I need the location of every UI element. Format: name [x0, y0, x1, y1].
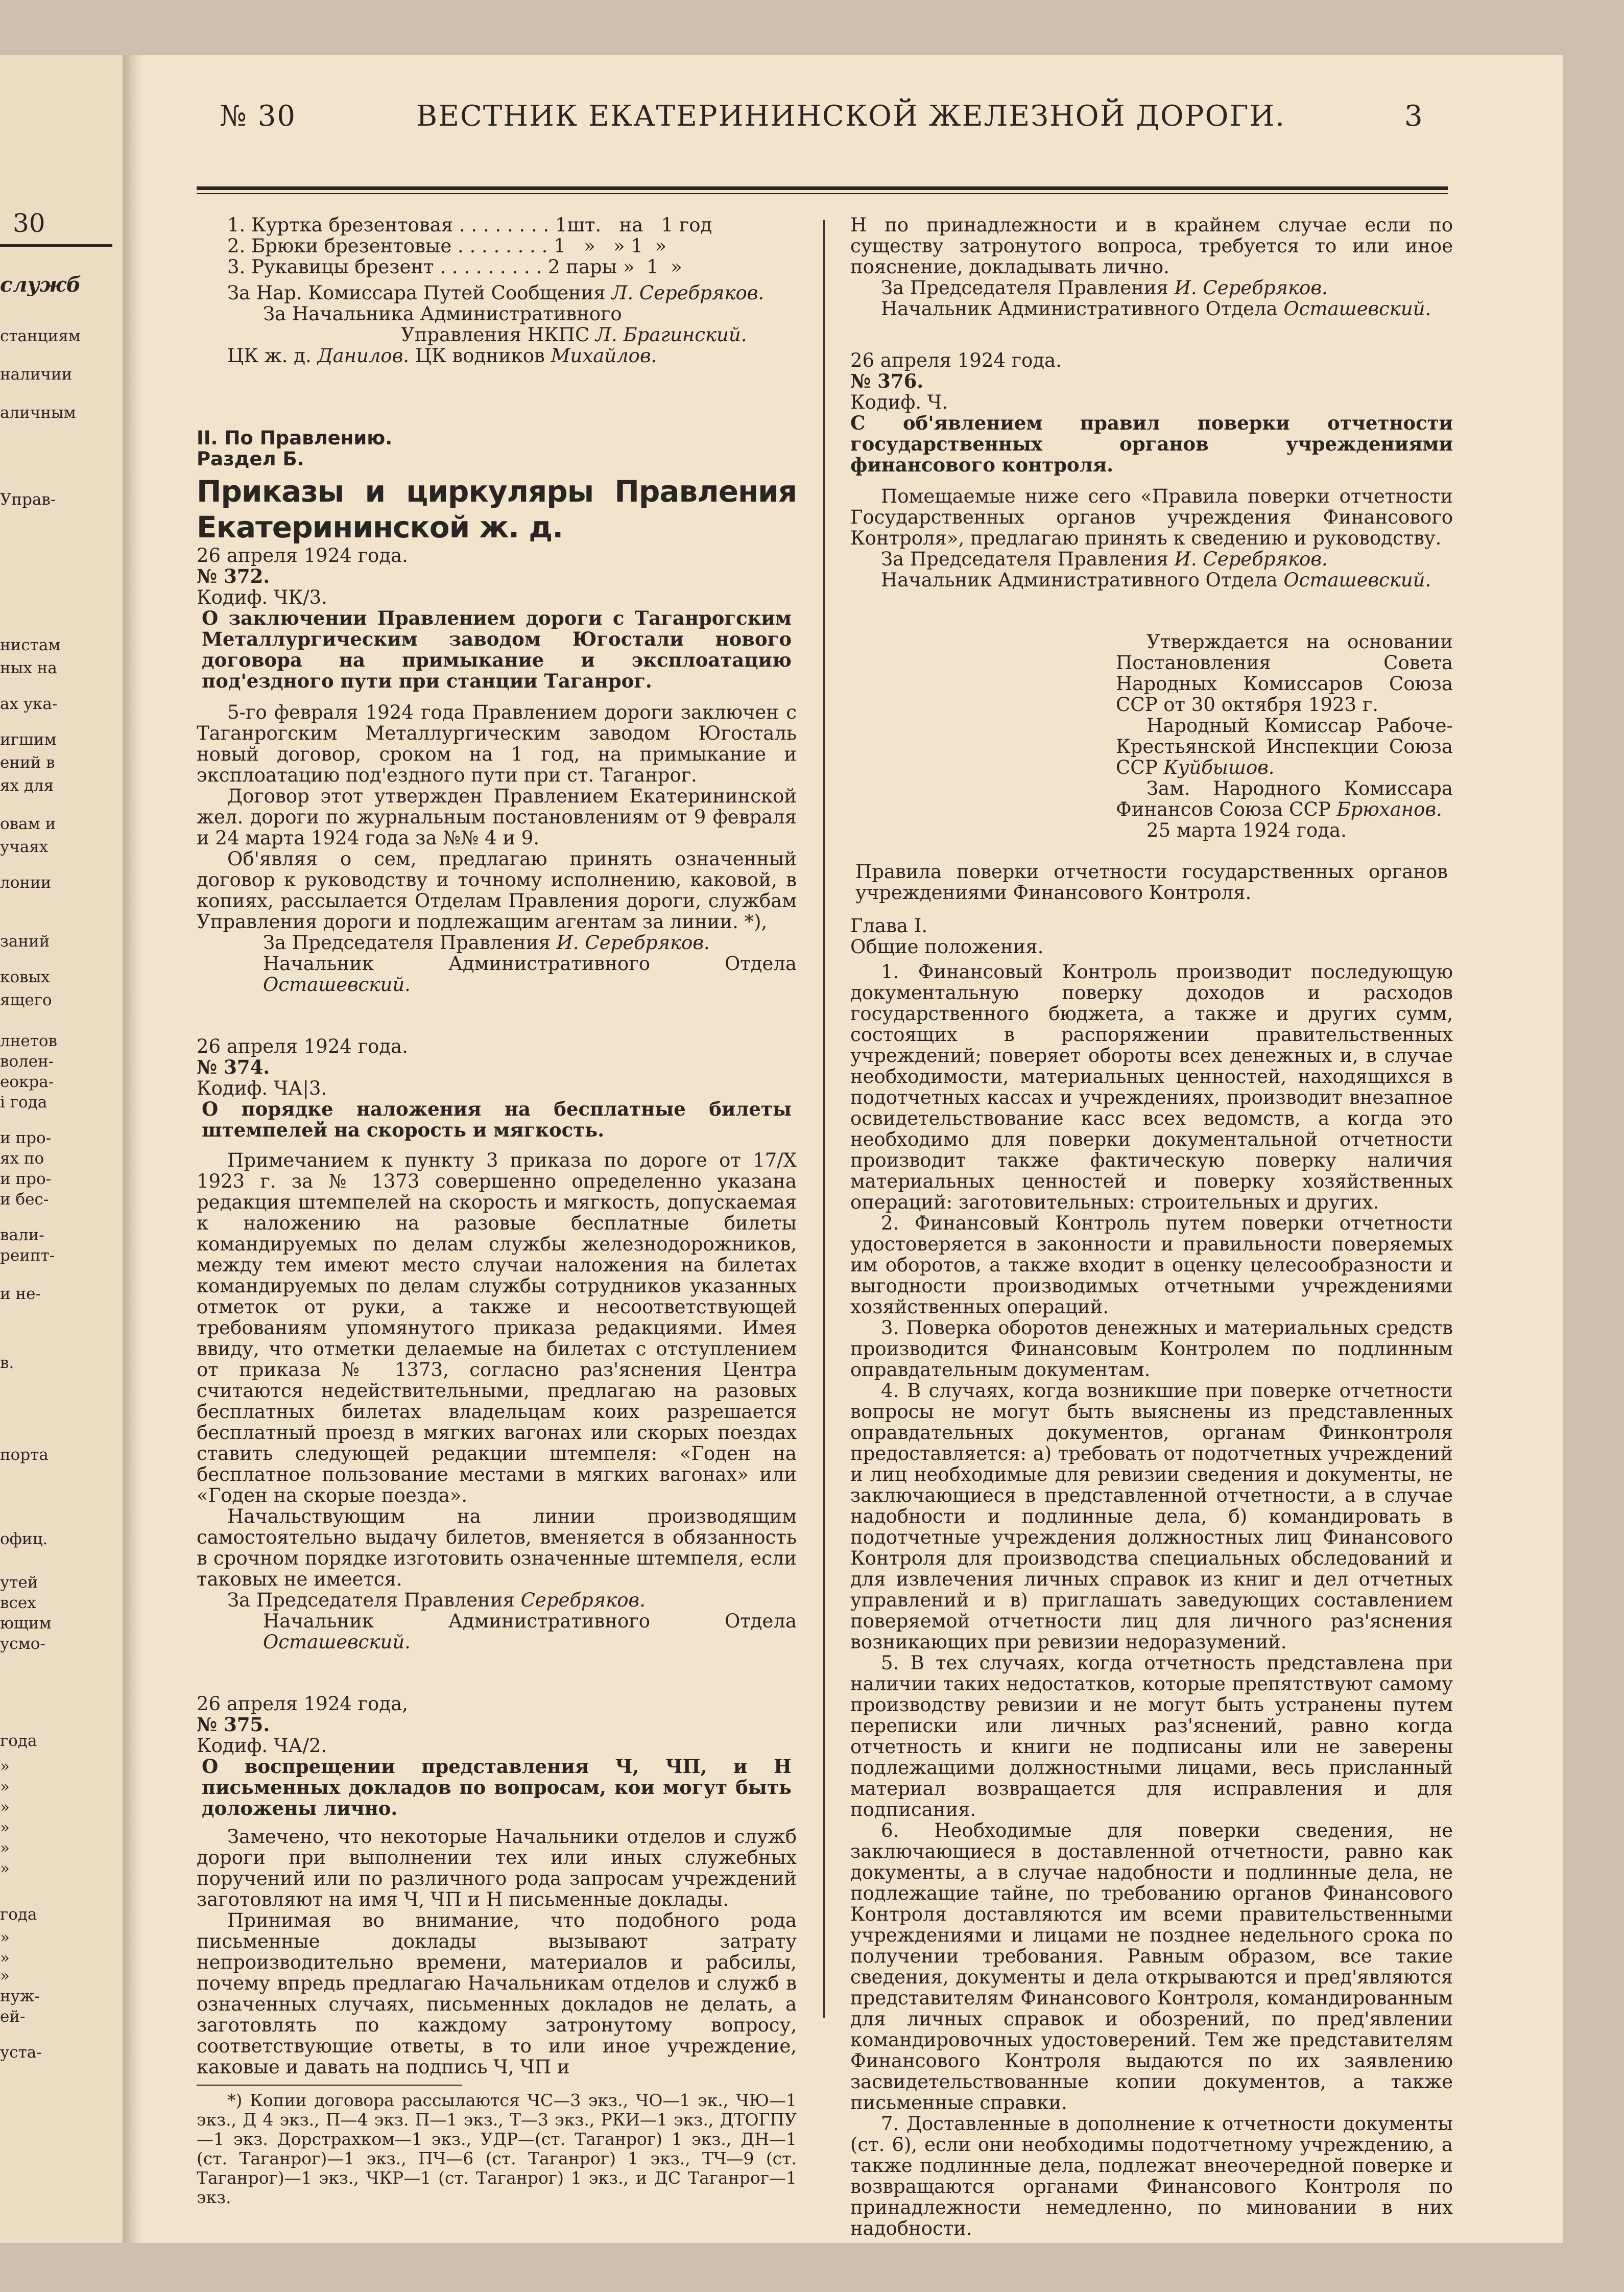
previous-page-fragment: реипт-: [0, 1246, 55, 1265]
previous-page-fragment: ах ука-: [0, 695, 58, 713]
previous-page-fragment: ющим: [0, 1614, 52, 1633]
issue-number: № 30: [220, 100, 297, 133]
previous-page-fragment: Управ-: [0, 490, 56, 509]
list-item: 3. Рукавицы брезент . . . . . . . . . 2 пары » 1 »: [227, 256, 682, 278]
footnote-rule: [197, 2085, 462, 2086]
signature: За Председателя Правления И. Серебряков.: [881, 277, 1328, 299]
previous-page-fragment: служб: [0, 273, 81, 297]
order-codification: Кодиф. ЧК/3.: [197, 586, 327, 608]
order-codification: Кодиф. Ч.: [850, 391, 948, 413]
previous-page-fragment: нистам: [0, 636, 61, 654]
previous-page-fragment: »: [0, 1949, 10, 1967]
previous-page-fragment: утей: [0, 1573, 38, 1592]
rule-item: 4. В случаях, когда возникшие при поверке отчетности вопросы не могут быть выяснены из представленных оправдательных документов, органам Финконтроля предоставляется: а) требовать от подотчетных учреждений и лиц необходимые для ревизии сведения и документы, не заключающиеся в представленной отчетности, а в случае надобности и подлинные дела, б) командировать в подотчетные учреждения должностных лиц Финансового Контроля для производства специальных обследований и для извлечения личных справок из книг и дел отчетных управлений и в) приглашать заведующих составлением поверяемой отчетности лиц для личного раз'яснения возникающих при ревизии недоразумений.: [850, 1380, 1453, 1653]
masthead-title: ВЕСТНИК ЕКАТЕРИНИНСКОЙ ЖЕЛЕЗНОЙ ДОРОГИ.: [416, 100, 1286, 133]
approval-text: Зам. Народного Комиссара Финансов Союза ССР Брюханов.: [1116, 777, 1453, 820]
clothing-list: [197, 215, 797, 277]
previous-page-fragment: »: [0, 1839, 10, 1857]
order-number: № 375.: [197, 1713, 270, 1736]
subsection-heading: Раздел Б.: [197, 448, 304, 470]
previous-page-fragment: »: [0, 1967, 10, 1985]
previous-page-fragment: овам и: [0, 815, 56, 833]
paragraph: Н по принадлежности и в крайнем случае если по существу затронутого вопроса, требуется то или иное пояснение, докладывать лично.: [850, 214, 1453, 278]
section-heading: II. По Правлению.: [197, 427, 393, 449]
page-fold-shadow: [123, 55, 143, 2243]
previous-page-fragment: порта: [0, 1446, 49, 1464]
previous-page-fragment: и про-: [0, 1129, 52, 1147]
previous-page-fragment: еокра-: [0, 1073, 54, 1091]
rule-item: 5. В тех случаях, когда отчетность представлена при наличии таких недостатков, которые препятствуют самому производству ревизии и не могут быть устранены путем переписки или личных раз'яснений, равно когда отчетность и книги не подписаны или не заверены подлежащими должностными лицами, весь присланный материал возвращается для исправления и для подписания.: [850, 1652, 1453, 1821]
right-column: [850, 215, 1453, 2239]
previous-page-fragment: станциям: [0, 327, 81, 345]
paragraph: Помещаемые ниже сего «Правила поверки отчетности Государственных органов учреждения Финансового Контроля», предлагаю принять к сведению и руководству.: [850, 485, 1453, 549]
order-codification: Кодиф. ЧА|3.: [197, 1077, 327, 1099]
previous-page-fragment: и не-: [0, 1285, 41, 1303]
approval-text: Утверждается на основании Постановления Совета Народных Комиссаров Союза ССР от 30 октября 1923 г.: [1116, 631, 1453, 716]
signature: Начальник Административного Отдела Осташевский.: [881, 569, 1431, 591]
signature: ЦК ж. д. Данилов. ЦК водников Михайлов.: [227, 345, 657, 367]
order-date: 26 апреля 1924 года.: [850, 349, 1062, 371]
paragraph: 5-го февраля 1924 года Правлением дороги заключен с Таганрогским Металлургическим заводом Югосталь новый договор, сроком на 1 год, на примыкание и эксплоатацию под'ездного пути при ст. Таганрог.: [197, 701, 797, 786]
paragraph: Принимая во внимание, что подобного рода письменные доклады вызывают затрату непроизводительно времени, материалов и рабсилы, почему впредь предлагаю Начальникам отделов и служб в означенных случаях, письменных докладов не делать, а заготовлять по каждому затронутому вопросу, соответствующие ответы, в то или иное учреждение, каковые и давать на подпись Ч, ЧП и: [197, 1909, 797, 2078]
paragraph: Начальствующим на линии производящим самостоятельно выдачу билетов, вменяется в обязанность в срочном порядке изготовить означенные штемпеля, если таковых не имеется.: [197, 1505, 797, 1590]
chapter-heading: Глава I.: [850, 915, 928, 937]
previous-page-header-rule: [0, 244, 112, 247]
approval-text: 25 марта 1924 года.: [1147, 819, 1347, 841]
order-title: О порядке наложения на бесплатные билеты штемпелей на скорость и мягкость.: [202, 1098, 792, 1141]
previous-page-fragment: ящего: [0, 991, 52, 1009]
page-number: 3: [1404, 100, 1424, 133]
previous-page-edge: [0, 55, 130, 2243]
signature: За Начальника Административного: [263, 303, 622, 325]
order-date: 26 апреля 1924 года,: [197, 1693, 408, 1715]
header-rule-thin: [197, 193, 1448, 194]
rule-item: 3. Поверка оборотов денежных и материальных средств производится Финансовым Контролем по подлинным оправдательным документам.: [850, 1317, 1453, 1381]
order-title: С об'явлением правил поверки отчетности государственных органов учреждениями финансового контроля.: [850, 412, 1453, 476]
previous-page-fragment: и про-: [0, 1170, 52, 1188]
approval-block: [850, 631, 1453, 841]
rules-title: Правила поверки отчетности государственных органов учреждениями Финансового Контроля.: [855, 861, 1448, 904]
previous-page-fragment: волен-: [0, 1052, 54, 1071]
signature: За Нар. Комиссара Путей Сообщения Л. Серебряков.: [227, 282, 765, 304]
previous-page-number: 30: [13, 208, 45, 238]
signature: За Председателя Правления И. Серебряков.: [881, 548, 1328, 570]
previous-page-fragment: ных на: [0, 659, 57, 677]
previous-page-fragment: вали-: [0, 1226, 44, 1244]
paragraph: Примечанием к пункту 3 приказа по дороге от 17/X 1923 г. за № 1373 совершенно определенно указана редакция штемпелей на скорость и мягкость, допускаемая к наложению на разовые бесплатные билеты командируемых по делам службы железнодорожников, между тем имеют место случаи наложения на билетах командируемых по делам службы сотрудников указанных отметок от руки, а также и несоответствующей требованиям упомянутого приказа редакциями. Имея ввиду, что отметки делаемые на билетах с отступлением от приказа № 1373, согласно раз'яснения Центра считаются недействительными, предлагаю на разовых бесплатных билетах владельцам коих разрешается бесплатный проезд в мягких вагонах или скорых поездах ставить следующей редакции штемпеля: «Годен на бесплатное пользование местами в мягких вагонах» или «Годен на скорые поезда».: [197, 1149, 797, 1506]
previous-page-fragment: заний: [0, 932, 50, 951]
previous-page-fragment: ений в: [0, 753, 55, 772]
rule-item: 2. Финансовый Контроль путем поверки отчетности удостоверяется в законности и правильности поверяемых им оборотов, а также входит в оценку целесообразности и выгодности производимых отчетными учреждениями хозяйственных операций.: [850, 1212, 1453, 1318]
previous-page-fragment: »: [0, 1798, 10, 1816]
chapter-title: Общие положения.: [850, 936, 1044, 958]
previous-page-fragment: ковых: [0, 968, 50, 986]
previous-page-fragment: »: [0, 1859, 10, 1878]
previous-page-fragment: ях по: [0, 1149, 44, 1168]
order-codification: Кодиф. ЧА/2.: [197, 1735, 327, 1757]
previous-page-fragment: усмо-: [0, 1635, 45, 1653]
previous-page-fragment: всех: [0, 1594, 36, 1612]
order-title: О воспрещении представления Ч, ЧП, и Н письменных докладов по вопросам, кои могут быть доложены лично.: [202, 1755, 792, 1820]
previous-page-fragment: лнетов: [0, 1032, 57, 1050]
previous-page-fragment: і года: [0, 1093, 47, 1112]
previous-page-fragment: игшим: [0, 730, 57, 749]
footnote: *) Копии договора рассылаются ЧС—3 экз., ЧО—1 эк., ЧЮ—1 экз., Д 4 экз., П—4 экз. П—1 экз., Т—3 экз., РКИ—1 экз., ДТОГПУ—1 экз. Дорстрахком—1 экз., УДР—(ст. Таганрог) 1 экз., ДН—1 (ст. Таганрог)—1 экз., ПЧ—6 (ст. Таганрог) 1 экз., ТЧ—9 (ст. Таганрог)—1 экз., ЧКР—1 (ст. Таганрог) 1 экз., и ДС Таганрог—1 экз.: [197, 2090, 797, 2207]
paragraph: Об'являя о сем, предлагаю принять означенный договор к руководству и точному исполнению, каковой, в копиях, рассылается Отделам Правления дороги, службам Управления дороги и подлежащим агентам за линии. *),: [197, 848, 797, 933]
rule-item: 1. Финансовый Контроль производит последующую документальную поверку доходов и расходов государственного бюджета, а также и других сумм, состоящих в распоряжении правительственных учреждений; поверяет обороты всех денежных и, в случае необходимости, материальных ценностей, находящихся в подотчетных кассах и учреждениях, производит внезапное освидетельствование касс всех ведомств, а когда это необходимо для поверки документальной отчетности производит также фактическую поверку наличия материальных ценностей и поверку хозяйственных операций: заготовительных: строительных и других.: [850, 961, 1453, 1213]
list-item: 1. Куртка брезентовая . . . . . . . . 1шт. на 1 год: [227, 214, 712, 236]
signature: Начальник Административного Отдела Осташевский.: [263, 1610, 797, 1653]
previous-page-fragment: наличии: [0, 365, 73, 384]
rule-item: 6. Необходимые для поверки сведения, не заключающиеся в доставленной отчетности, равно как документы, а в случае надобности и подлинные дела, не подлежащие тайне, по требованию органов Финансового Контроля доставляются им всеми правительственными учреждениями и лицами не позднее недельного срока по получении требования. Равным образом, все такие сведения, документы и дела открываются и пред'являются представителям Финансового Контроля, командированным для личных справок и обозрений, по пред'явлении командировочных удостоверений. Тем же представителям Финансового Контроля выдаются по их заявлению засвидетельствованные копии документов, а также письменные справки.: [850, 1820, 1453, 2114]
list-item: 2. Брюки брезентовые . . . . . . . . 1 » » 1 »: [227, 235, 666, 257]
previous-page-fragment: в.: [0, 1354, 14, 1372]
signature: Начальник Административного Отдела Осташевский.: [263, 953, 797, 996]
order-number: № 372.: [197, 565, 270, 587]
previous-page-fragment: нуж-: [0, 1987, 40, 2005]
previous-page-fragment: лонии: [0, 873, 52, 892]
column-divider: [823, 220, 825, 2018]
paragraph: Договор этот утвержден Правлением Екатерининской жел. дороги по журнальным постановлениям от 9 февраля и 24 марта 1924 года за №№ 4 и 9.: [197, 785, 797, 849]
previous-page-fragment: аличным: [0, 404, 76, 422]
left-column: [197, 215, 797, 2207]
paragraph: Замечено, что некоторые Начальники отделов и служб дороги при выполнении тех или иных служебных поручений или по различного рода запросам учреждений заготовляют на имя Ч, ЧП и Н письменные доклады.: [197, 1826, 797, 1910]
previous-page-fragment: учаях: [0, 838, 49, 856]
order-title: О заключении Правлением дороги с Таганрогским Металлургическим заводом Югостали нового договора на примыкание и эксплоатацию под'ездного пути при станции Таганрог.: [202, 607, 792, 692]
order-number: № 376.: [850, 370, 924, 392]
signature: Начальник Административного Отдела Осташевский.: [881, 298, 1431, 320]
previous-page-fragment: ей-: [0, 2007, 26, 2026]
rule-item: 7. Доставленные в дополнение к отчетности документы (ст. 6), если они необходимы подотчетному учреждению, а также подлинные дела, подлежат внеочередной поверке и возвращаются органами Финансового Контроля по принадлежности немедленно, по миновании в них надобности.: [850, 2113, 1453, 2239]
previous-page-fragment: »: [0, 1818, 10, 1837]
previous-page-fragment: »: [0, 1928, 10, 1947]
previous-page-fragment: »: [0, 1778, 10, 1796]
previous-page-fragment: года: [0, 1732, 37, 1750]
approval-text: Народный Комиссар Рабоче-Крестьянской Инспекции Союза ССР Куйбышов.: [1116, 715, 1453, 778]
signature: Управления НКПС Л. Брагинский.: [401, 324, 747, 346]
previous-page-fragment: »: [0, 1757, 10, 1776]
main-heading: Приказы и циркуляры Правления Екатерининской ж. д.: [197, 474, 797, 545]
previous-page-fragment: офиц.: [0, 1530, 48, 1548]
header-rule: [197, 186, 1448, 190]
previous-page-fragment: года: [0, 1905, 37, 1924]
previous-page-fragment: и бес-: [0, 1190, 49, 1209]
previous-page-fragment: ях для: [0, 776, 54, 795]
previous-page-fragment: уста-: [0, 2043, 42, 2062]
order-date: 26 апреля 1924 года.: [197, 1035, 408, 1057]
order-number: № 374.: [197, 1056, 270, 1078]
signature: За Председателя Правления И. Серебряков.: [263, 932, 710, 954]
signature: За Председателя Правления Серебряков.: [227, 1589, 646, 1611]
order-date: 26 апреля 1924 года.: [197, 545, 408, 566]
